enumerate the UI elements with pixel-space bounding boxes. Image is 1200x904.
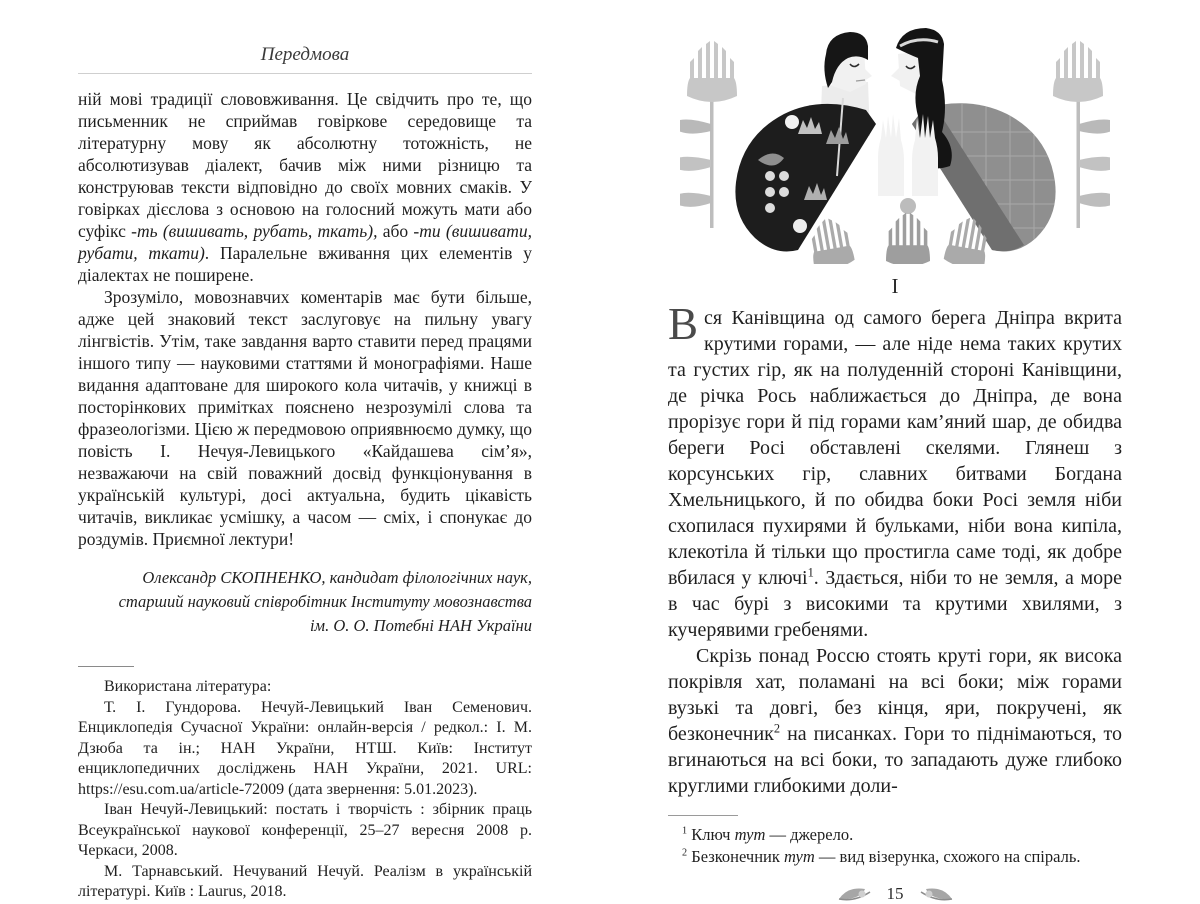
bibliography-rule	[78, 666, 134, 667]
footnote	[668, 824, 1122, 846]
signature-line: старший науковий співробітник Інституту мовознавства	[118, 592, 532, 611]
paragraph	[668, 643, 1122, 799]
man-figure-icon	[735, 32, 876, 252]
signature-line: Олександр СКОПНЕНКО, кандидат філологічних наук,	[142, 568, 532, 587]
leaf-ornament-left-icon	[837, 884, 873, 904]
left-page	[78, 0, 532, 900]
text-segment: — джерело.	[765, 825, 854, 844]
text-segment: тут	[784, 847, 815, 866]
bibliography-title: Використана література:	[104, 678, 272, 695]
bibliography-item: Іван Нечуй-Левицький: постать і творчість : збірник праць Всеукраїнської наукової конференції, 25–27 вересня 2008 р. Черкаси, 2008.	[78, 801, 532, 859]
sun-dot-icon	[900, 198, 916, 214]
flower-center-icon	[886, 213, 930, 264]
bibliography-item: Т. І. Гундорова. Нечуй-Левицький Іван Семенович. Енциклопедія Сучасної України: онлайн-версія / редкол.: І. М. Дзюба та ін.; НАН України, НТШ. Київ: Інститут енциклопедичних досліджень НАН України, 2021. URL: https://esu.com.ua/article-72009 (дата звернення: 5.01.2023).	[78, 698, 532, 798]
text-segment: -ти (вишивати, рубати, ткати)	[78, 221, 533, 263]
text-segment: тут	[734, 825, 766, 844]
text-segment: . Здається, ніби то не земля, а море в час бурі з високими та крутими хвилями, з кучерявими гребенями.	[668, 567, 1122, 641]
footnote-marker: 1	[682, 825, 688, 837]
text-segment: Скрізь понад Россю стоять круті гори, як висока покрівля хат, поламані на всі боки; між горами вузькі та довгі, без кінця, яри, покручені, як безконечник	[668, 645, 1122, 745]
text-segment: Зрозуміло, мовознавчих коментарів має бути більше, адже цей знаковий текст заслуговує на пильну увагу лінгвістів. Утім, таке завдання варто ставити перед працями іншого типу — науковими статтями й монографіями. Наше видання адаптоване для широкого кола читачів, у книжці в посторінкових примітках пояснено незрозумілі слова та фразеологізми. Цією ж передмовою оприявнюємо думку, що повість І. Нечуя-Левицького «Кайдашева сім’я», незважаючи на свій поважний досвід функціонування в українській культурі, досі актуальна, будить цікавість читачів, викликає усмішку, а часом — сміх, і спонукає до роздумів. Приємної лектури!	[78, 287, 532, 549]
footnote-marker: 2	[682, 847, 688, 859]
chapter-text	[668, 299, 1122, 799]
footnote	[668, 846, 1122, 868]
chapter-number: I	[891, 274, 899, 298]
text-segment: ся Канівщина од самого берега Дніпра вкрита крутими горами, — але ніде нема таких крутих та густих гір, як на полуденній стороні Канівщини, де річка Рось наближається до Дніпра, де вона прорізує гори й під горами кам’яний шар, де обидва береги Росі обставлені скелями. Глянеш з корсунських гір, славних битвами Богдана Хмельницького, й по обидва боки Росі земля ніби схопилася пухирями й бульками, ніби вона кипіла, клекотіла й тільки що простигла саме тоді, як добре вбилася у ключі	[668, 307, 1122, 589]
drop-cap: В	[668, 299, 699, 349]
page-footer	[668, 884, 1122, 904]
text-segment: -ть (вишивать, рубать, ткать),	[131, 221, 378, 241]
bibliography-item: М. Тарнавський. Нечуваний Нечуй. Реалізм в українській літературі. Київ : Laurus, 2018.	[78, 862, 532, 900]
text-segment: Безконечник	[691, 847, 785, 866]
footnotes	[668, 824, 1122, 868]
plant-right-icon	[1053, 41, 1110, 228]
signature-block	[78, 566, 532, 638]
text-segment: на писанках. Гори то піднімаються, то вгинаються на всі боки, то западають дуже глибоко круглими глибокими доли-	[668, 723, 1122, 797]
bibliography-list	[78, 698, 532, 903]
text-segment: — вид візерунка, схожого на спіраль.	[814, 847, 1081, 866]
text-segment: Ключ	[691, 825, 735, 844]
running-head: Передмова	[260, 44, 350, 65]
text-segment: 2	[773, 721, 781, 736]
leaf-ornament-right-icon	[918, 884, 954, 904]
paragraph	[78, 88, 532, 286]
plant-left-icon	[680, 41, 737, 228]
chapter-illustration	[680, 24, 1110, 264]
right-page	[668, 0, 1122, 903]
preface-text	[78, 88, 532, 550]
text-segment: ній мові традиції слововживання. Це свідчить про те, що письменник не сприймав говіркове середовище та літературну мову як абсолютну тотожність, не абсолютизував діалект, бачив між ними різницю та конструював тексти відповідно до своїх мовних смаків. У говірках дієслова з основою на голосний можуть мати або суфікс	[78, 89, 532, 241]
text-segment: або	[377, 221, 414, 241]
signature-line: ім. О. О. Потебні НАН України	[309, 616, 532, 635]
text-segment: 1	[807, 565, 814, 580]
text-segment: . Паралельне вживання цих елементів у діалектах не поширене.	[78, 243, 532, 285]
running-head-rule	[78, 73, 532, 74]
footnote-rule	[668, 815, 738, 816]
page-number: 15	[886, 884, 904, 903]
paragraph	[668, 299, 1122, 643]
paragraph	[78, 286, 532, 550]
